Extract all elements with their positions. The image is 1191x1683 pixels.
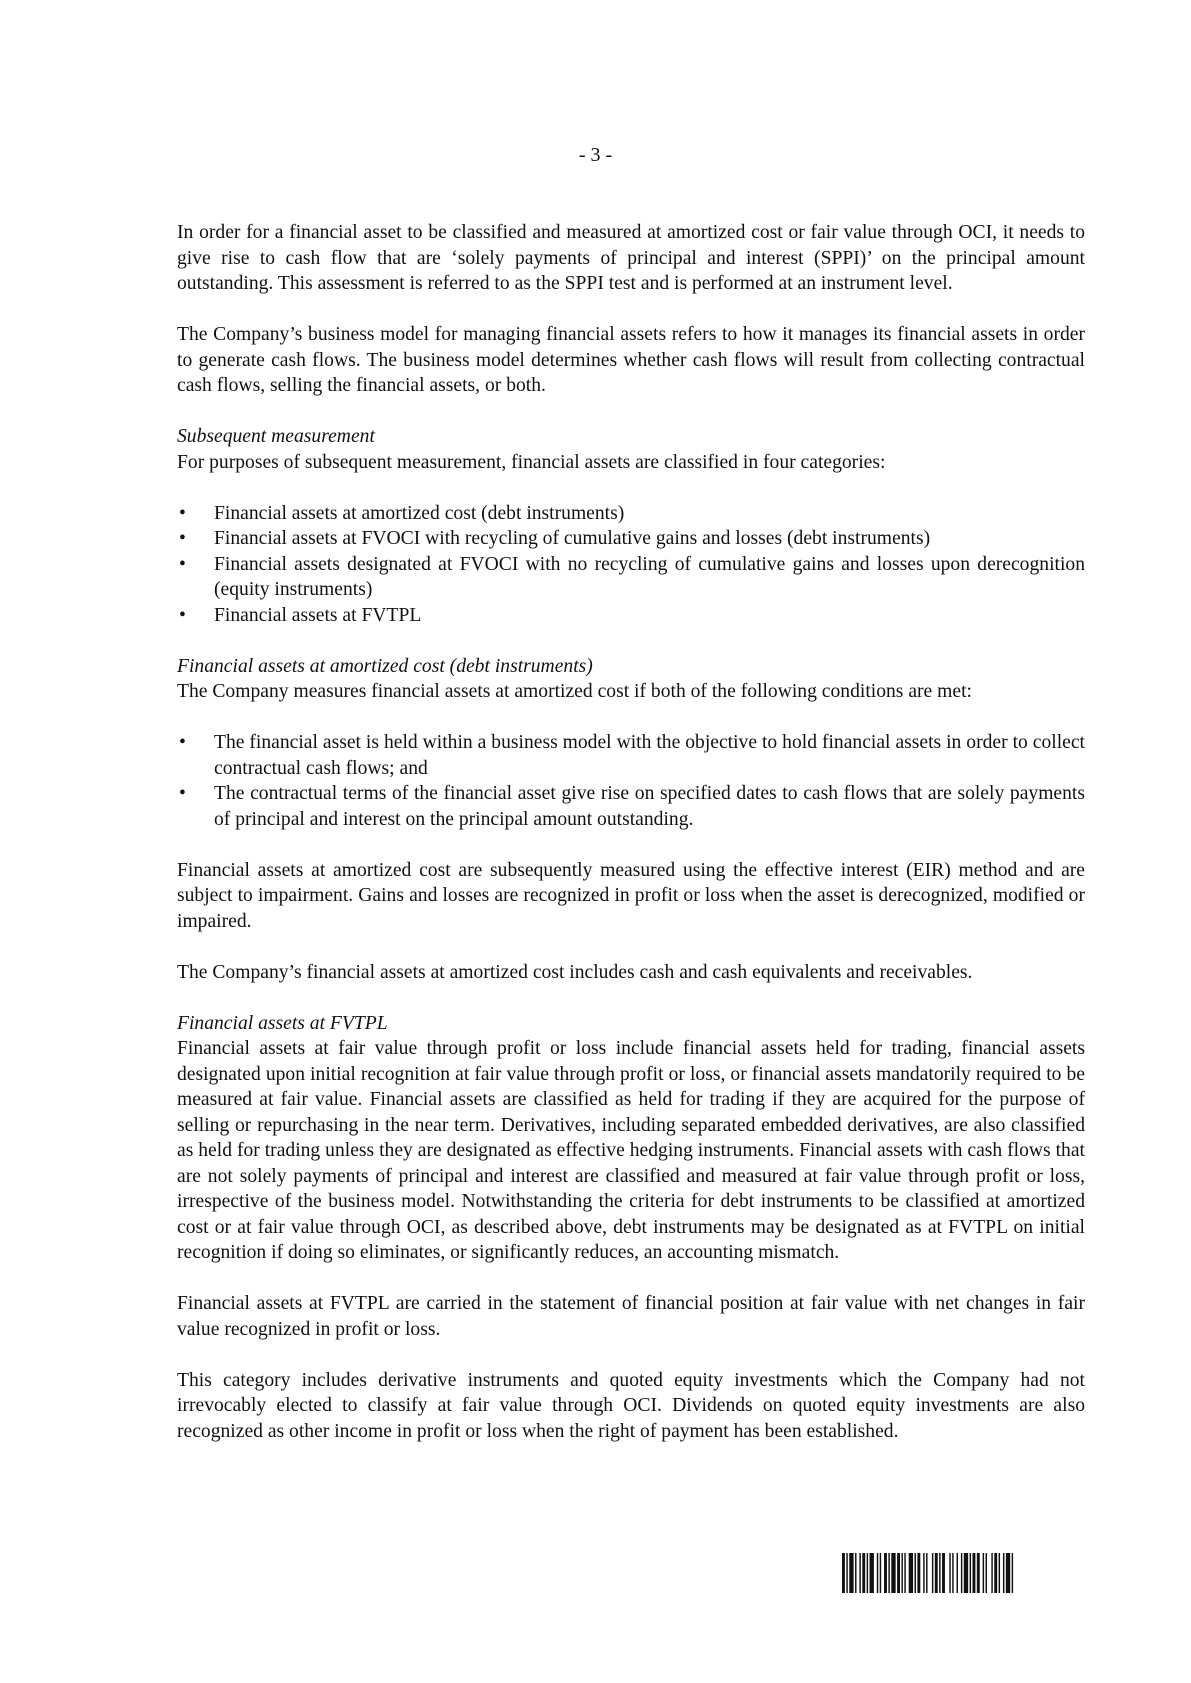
categories-list xyxy=(177,501,1085,629)
subsequent-measurement-text: For purposes of subsequent measurement, financial assets are classified in four categories: xyxy=(177,451,886,473)
barcode xyxy=(842,1553,1085,1593)
fvtpl-paragraph-1: Financial assets at fair value through profit or loss include financial assets held for trading, financial assets designated upon initial recognition at fair value through profit or loss, or financial assets mandatorily required to be measured at fair value. Financial assets are classified as held for trading if they are acquired for the purpose of selling or repurchasing in the near term. Derivatives, including separated embedded derivatives, are also classified as held for trading unless they are designated as effective hedging instruments. Financial assets with cash flows that are not solely payments of principal and interest are classified and measured at fair value through profit or loss, irrespective of the business model. Notwithstanding the criteria for debt instruments to be classified at amortized cost or at fair value through OCI, as described above, debt instruments may be designated as at FVTPL on initial recognition if doing so eliminates, or significantly reduces, an accounting mismatch. xyxy=(177,1038,1085,1263)
list-item: • Financial assets at FVOCI with recycling of cumulative gains and losses (debt instruments) xyxy=(177,526,1085,552)
amortized-cost-heading: Financial assets at amortized cost (debt instruments) xyxy=(177,655,593,677)
page-number: - 3 - xyxy=(578,144,613,166)
amortized-cost-text: The Company measures financial assets at amortized cost if both of the following conditions are met: xyxy=(177,681,972,702)
list-item: • The contractual terms of the financial asset give rise on specified dates to cash flows that are solely payments of principal and interest on the principal amount outstanding. xyxy=(177,781,1085,832)
fvtpl-paragraph-3: This category includes derivative instruments and quoted equity investments which the Company had not irrevocably elected to classify at fair value through OCI. Dividends on quoted equity investments are also recognized as other income in profit or loss when the right of payment has been established. xyxy=(177,1369,1085,1442)
fvtpl-paragraph-2: Financial assets at FVTPL are carried in the statement of financial position at fair value with net changes in fair value recognized in profit or loss. xyxy=(177,1293,1085,1340)
fvtpl-heading: Financial assets at FVTPL xyxy=(177,1012,388,1034)
intro-paragraph-1: In order for a financial asset to be classified and measured at amortized cost or fair value through OCI, it needs to give rise to cash flow that are ‘solely payments of principal and interest (SPPI)’ on the principal amount outstanding. This assessment is referred to as the SPPI test and is performed at an instrument level. xyxy=(177,222,1085,294)
list-item: • Financial assets designated at FVOCI with no recycling of cumulative gains and losses upon derecognition (equity instruments) xyxy=(177,552,1085,603)
conditions-list xyxy=(177,730,1085,832)
amortized-cost-paragraph-2: The Company’s financial assets at amortized cost includes cash and cash equivalents and receivables. xyxy=(177,961,973,983)
amortized-cost-paragraph-1: Financial assets at amortized cost are subsequently measured using the effective interest (EIR) method and are subject to impairment. Gains and losses are recognized in profit or loss when the asset is derecognized, modified or impaired. xyxy=(177,859,1085,932)
document-body xyxy=(177,220,1085,1444)
intro-paragraph-2: The Company’s business model for managing financial assets refers to how it manages its financial assets in order to generate cash flows. The business model determines whether cash flows will result from collecting contractual cash flows, selling the financial assets, or both. xyxy=(177,324,1085,396)
list-item: • The financial asset is held within a business model with the objective to hold financial assets in order to collect contractual cash flows; and xyxy=(177,730,1085,781)
list-item: • Financial assets at amortized cost (debt instruments) xyxy=(177,501,1085,527)
subsequent-measurement-heading: Subsequent measurement xyxy=(177,426,375,447)
list-item: • Financial assets at FVTPL xyxy=(177,603,1085,629)
